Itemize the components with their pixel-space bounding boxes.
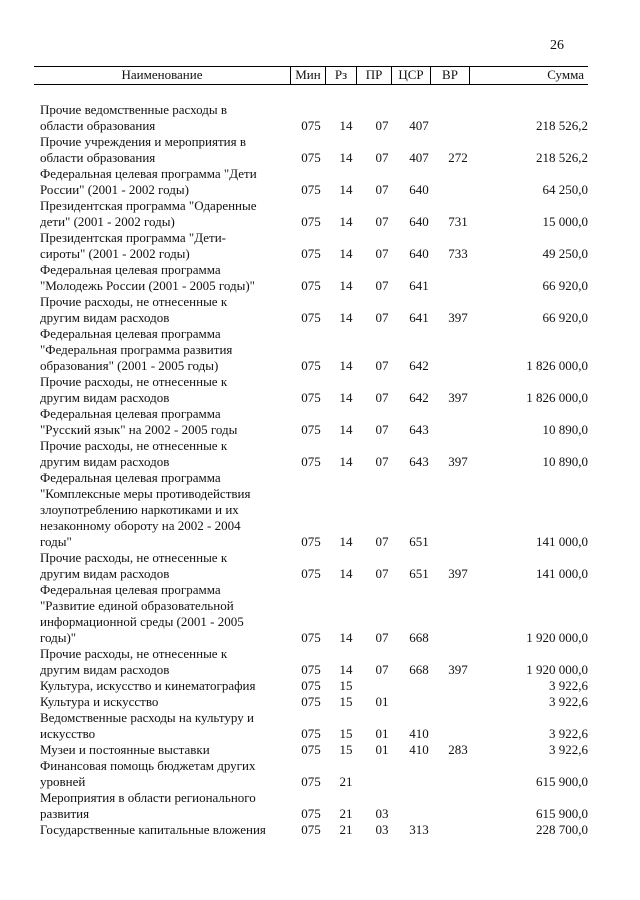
cell-rz: 14 bbox=[339, 662, 353, 677]
cell-pr: 07 bbox=[375, 310, 389, 325]
cell-csr: 668 bbox=[409, 662, 429, 677]
cell-csr: 641 bbox=[409, 310, 429, 325]
row-name-line: Прочие расходы, не отнесенные к bbox=[40, 550, 228, 565]
cell-rz: 14 bbox=[339, 454, 353, 469]
cell-pr: 07 bbox=[375, 662, 389, 677]
table-row bbox=[40, 582, 588, 646]
cell-sum: 3 922,6 bbox=[549, 742, 588, 757]
cell-sum: 15 000,0 bbox=[542, 214, 588, 229]
table-row bbox=[40, 374, 588, 406]
cell-pr: 07 bbox=[375, 566, 389, 581]
table-body bbox=[40, 102, 588, 838]
cell-csr: 651 bbox=[409, 566, 429, 581]
cell-csr: 668 bbox=[409, 630, 429, 645]
cell-pr: 07 bbox=[375, 390, 389, 405]
row-name bbox=[40, 710, 294, 742]
row-name-line: Ведомственные расходы на культуру и bbox=[40, 710, 254, 725]
row-name bbox=[40, 374, 294, 406]
row-name-line: информационной среды (2001 - 2005 bbox=[40, 614, 244, 629]
table-row bbox=[40, 710, 588, 742]
cell-pr: 07 bbox=[375, 246, 389, 261]
cell-sum: 615 900,0 bbox=[536, 806, 588, 821]
row-name-line: незаконному обороту на 2002 - 2004 bbox=[40, 518, 241, 533]
table-header bbox=[34, 66, 588, 85]
row-name bbox=[40, 262, 294, 294]
cell-rz: 14 bbox=[339, 310, 353, 325]
col-header-sum: Сумма bbox=[469, 67, 588, 84]
cell-sum: 3 922,6 bbox=[549, 694, 588, 709]
cell-vr: 733 bbox=[448, 246, 468, 261]
row-name-line: Прочие расходы, не отнесенные к bbox=[40, 438, 228, 453]
cell-min: 075 bbox=[301, 182, 321, 197]
row-name-line: Культура, искусство и кинематография bbox=[40, 678, 256, 693]
row-name-line: Федеральная целевая программа bbox=[40, 262, 221, 277]
row-name-line: Федеральная целевая программа bbox=[40, 406, 221, 421]
row-name-line: области образования bbox=[40, 118, 156, 133]
cell-min: 075 bbox=[301, 774, 321, 789]
cell-pr: 07 bbox=[375, 118, 389, 133]
cell-sum: 10 890,0 bbox=[542, 422, 588, 437]
cell-min: 075 bbox=[301, 534, 321, 549]
row-name-line: Прочие расходы, не отнесенные к bbox=[40, 646, 228, 661]
cell-sum: 1 920 000,0 bbox=[526, 662, 588, 677]
row-name-line: "Развитие единой образовательной bbox=[40, 598, 234, 613]
col-header-name: Наименование bbox=[121, 67, 203, 82]
col-header-rz: Рз bbox=[325, 67, 356, 84]
table-row bbox=[40, 166, 588, 198]
table-row bbox=[40, 646, 588, 678]
table-row bbox=[40, 822, 588, 838]
row-name bbox=[40, 758, 294, 790]
cell-rz: 14 bbox=[339, 182, 353, 197]
table-row bbox=[40, 198, 588, 230]
table-row bbox=[40, 134, 588, 166]
row-name bbox=[40, 134, 294, 166]
cell-csr: 640 bbox=[409, 214, 429, 229]
cell-csr: 407 bbox=[409, 150, 429, 165]
cell-rz: 14 bbox=[339, 150, 353, 165]
table-row bbox=[40, 742, 588, 758]
cell-min: 075 bbox=[301, 806, 321, 821]
row-name bbox=[40, 326, 294, 374]
row-name-line: области образования bbox=[40, 150, 156, 165]
row-name bbox=[40, 742, 294, 758]
row-name bbox=[40, 230, 294, 262]
table-row bbox=[40, 326, 588, 374]
row-name-line: Президентская программа "Одаренные bbox=[40, 198, 257, 213]
row-name-line: годы)" bbox=[40, 630, 77, 645]
row-name bbox=[40, 790, 294, 822]
cell-csr: 640 bbox=[409, 246, 429, 261]
cell-pr: 07 bbox=[375, 454, 389, 469]
table-row bbox=[40, 294, 588, 326]
table-row bbox=[40, 470, 588, 550]
table-row bbox=[40, 262, 588, 294]
cell-pr: 07 bbox=[375, 182, 389, 197]
row-name bbox=[40, 166, 294, 198]
cell-min: 075 bbox=[301, 454, 321, 469]
cell-pr: 01 bbox=[375, 742, 389, 757]
cell-csr: 651 bbox=[409, 534, 429, 549]
cell-sum: 141 000,0 bbox=[536, 566, 588, 581]
cell-rz: 15 bbox=[339, 726, 353, 741]
cell-min: 075 bbox=[301, 390, 321, 405]
cell-pr: 07 bbox=[375, 150, 389, 165]
cell-sum: 3 922,6 bbox=[549, 678, 588, 693]
cell-pr: 01 bbox=[375, 694, 389, 709]
cell-sum: 1 826 000,0 bbox=[526, 390, 588, 405]
cell-vr: 283 bbox=[448, 742, 468, 757]
table-row bbox=[40, 102, 588, 134]
row-name-line: Мероприятия в области регионального bbox=[40, 790, 256, 805]
row-name-line: Федеральная целевая программа bbox=[40, 326, 221, 341]
row-name-line: Федеральная целевая программа bbox=[40, 470, 221, 485]
cell-vr: 397 bbox=[448, 390, 468, 405]
page-number: 26 bbox=[550, 38, 564, 53]
table-row bbox=[40, 438, 588, 470]
cell-rz: 14 bbox=[339, 118, 353, 133]
cell-sum: 49 250,0 bbox=[542, 246, 588, 261]
cell-min: 075 bbox=[301, 726, 321, 741]
cell-pr: 07 bbox=[375, 358, 389, 373]
cell-sum: 228 700,0 bbox=[536, 822, 588, 837]
cell-sum: 218 526,2 bbox=[536, 118, 588, 133]
row-name-line: Культура и искусство bbox=[40, 694, 159, 709]
row-name bbox=[40, 646, 294, 678]
cell-rz: 14 bbox=[339, 214, 353, 229]
cell-pr: 07 bbox=[375, 214, 389, 229]
row-name bbox=[40, 198, 294, 230]
cell-rz: 14 bbox=[339, 246, 353, 261]
table-row bbox=[40, 694, 588, 710]
cell-min: 075 bbox=[301, 742, 321, 757]
cell-csr: 410 bbox=[409, 742, 429, 757]
row-name-line: Прочие учреждения и мероприятия в bbox=[40, 134, 246, 149]
cell-csr: 410 bbox=[409, 726, 429, 741]
table-row bbox=[40, 678, 588, 694]
cell-csr: 640 bbox=[409, 182, 429, 197]
row-name bbox=[40, 822, 294, 838]
cell-sum: 218 526,2 bbox=[536, 150, 588, 165]
cell-rz: 21 bbox=[339, 774, 353, 789]
cell-sum: 1 920 000,0 bbox=[526, 630, 588, 645]
cell-csr: 642 bbox=[409, 390, 429, 405]
row-name-line: годы" bbox=[40, 534, 72, 549]
row-name bbox=[40, 102, 294, 134]
row-name bbox=[40, 406, 294, 438]
table-row bbox=[40, 758, 588, 790]
cell-min: 075 bbox=[301, 118, 321, 133]
row-name-line: России" (2001 - 2002 годы) bbox=[40, 182, 189, 197]
cell-pr: 07 bbox=[375, 534, 389, 549]
row-name-line: другим видам расходов bbox=[40, 454, 170, 469]
cell-sum: 615 900,0 bbox=[536, 774, 588, 789]
cell-pr: 03 bbox=[375, 822, 389, 837]
row-name bbox=[40, 438, 294, 470]
cell-min: 075 bbox=[301, 422, 321, 437]
cell-sum: 141 000,0 bbox=[536, 534, 588, 549]
cell-min: 075 bbox=[301, 214, 321, 229]
cell-vr: 397 bbox=[448, 454, 468, 469]
cell-pr: 07 bbox=[375, 422, 389, 437]
row-name bbox=[40, 582, 294, 646]
cell-csr: 643 bbox=[409, 422, 429, 437]
cell-vr: 397 bbox=[448, 310, 468, 325]
cell-pr: 07 bbox=[375, 278, 389, 293]
cell-rz: 15 bbox=[339, 678, 353, 693]
row-name-line: Музеи и постоянные выставки bbox=[40, 742, 210, 757]
cell-pr: 01 bbox=[375, 726, 389, 741]
row-name bbox=[40, 550, 294, 582]
cell-min: 075 bbox=[301, 150, 321, 165]
cell-rz: 15 bbox=[339, 742, 353, 757]
cell-vr: 272 bbox=[448, 150, 468, 165]
col-header-csr: ЦСР bbox=[391, 67, 430, 84]
cell-pr: 03 bbox=[375, 806, 389, 821]
cell-rz: 14 bbox=[339, 422, 353, 437]
cell-rz: 14 bbox=[339, 358, 353, 373]
cell-min: 075 bbox=[301, 630, 321, 645]
row-name-line: Федеральная целевая программа "Дети bbox=[40, 166, 257, 181]
row-name-line: образования" (2001 - 2005 годы) bbox=[40, 358, 219, 373]
row-name bbox=[40, 678, 294, 694]
cell-csr: 313 bbox=[409, 822, 429, 837]
table-row bbox=[40, 406, 588, 438]
row-name-line: Прочие расходы, не отнесенные к bbox=[40, 374, 228, 389]
row-name-line: Прочие расходы, не отнесенные к bbox=[40, 294, 228, 309]
cell-rz: 15 bbox=[339, 694, 353, 709]
row-name-line: развития bbox=[40, 806, 90, 821]
row-name-line: "Комплексные меры противодействия bbox=[40, 486, 251, 501]
cell-min: 075 bbox=[301, 566, 321, 581]
cell-vr: 397 bbox=[448, 662, 468, 677]
cell-sum: 66 920,0 bbox=[542, 310, 588, 325]
cell-sum: 66 920,0 bbox=[542, 278, 588, 293]
cell-min: 075 bbox=[301, 310, 321, 325]
row-name-line: Государственные капитальные вложения bbox=[40, 822, 266, 837]
cell-csr: 642 bbox=[409, 358, 429, 373]
cell-min: 075 bbox=[301, 694, 321, 709]
row-name-line: дети" (2001 - 2002 годы) bbox=[40, 214, 175, 229]
cell-rz: 14 bbox=[339, 566, 353, 581]
table-row bbox=[40, 230, 588, 262]
cell-min: 075 bbox=[301, 662, 321, 677]
cell-min: 075 bbox=[301, 358, 321, 373]
row-name-line: искусство bbox=[40, 726, 96, 741]
row-name-line: злоупотреблению наркотиками и их bbox=[40, 502, 239, 517]
cell-csr: 407 bbox=[409, 118, 429, 133]
row-name bbox=[40, 294, 294, 326]
row-name-line: другим видам расходов bbox=[40, 662, 170, 677]
row-name-line: "Федеральная программа развития bbox=[40, 342, 233, 357]
cell-min: 075 bbox=[301, 822, 321, 837]
row-name-line: Финансовая помощь бюджетам других bbox=[40, 758, 256, 773]
row-name-line: уровней bbox=[40, 774, 86, 789]
cell-sum: 64 250,0 bbox=[542, 182, 588, 197]
cell-rz: 14 bbox=[339, 534, 353, 549]
col-header-min: Мин bbox=[290, 67, 325, 84]
row-name-line: "Молодежь России (2001 - 2005 годы)" bbox=[40, 278, 255, 293]
row-name-line: Федеральная целевая программа bbox=[40, 582, 221, 597]
row-name-line: сироты" (2001 - 2002 годы) bbox=[40, 246, 190, 261]
table-row bbox=[40, 550, 588, 582]
col-header-pr: ПР bbox=[356, 67, 391, 84]
col-header-vr: ВР bbox=[430, 67, 469, 84]
cell-pr: 07 bbox=[375, 630, 389, 645]
cell-rz: 14 bbox=[339, 390, 353, 405]
row-name-line: другим видам расходов bbox=[40, 566, 170, 581]
cell-min: 075 bbox=[301, 278, 321, 293]
cell-rz: 21 bbox=[339, 822, 353, 837]
cell-sum: 1 826 000,0 bbox=[526, 358, 588, 373]
row-name-line: другим видам расходов bbox=[40, 310, 170, 325]
cell-sum: 10 890,0 bbox=[542, 454, 588, 469]
cell-vr: 397 bbox=[448, 566, 468, 581]
row-name-line: "Русский язык" на 2002 - 2005 годы bbox=[40, 422, 238, 437]
table-row bbox=[40, 790, 588, 822]
cell-rz: 21 bbox=[339, 806, 353, 821]
cell-sum: 3 922,6 bbox=[549, 726, 588, 741]
cell-rz: 14 bbox=[339, 278, 353, 293]
row-name-line: другим видам расходов bbox=[40, 390, 170, 405]
row-name-line: Прочие ведомственные расходы в bbox=[40, 102, 228, 117]
cell-csr: 643 bbox=[409, 454, 429, 469]
row-name bbox=[40, 694, 294, 710]
cell-vr: 731 bbox=[448, 214, 468, 229]
cell-rz: 14 bbox=[339, 630, 353, 645]
row-name-line: Президентская программа "Дети- bbox=[40, 230, 226, 245]
cell-min: 075 bbox=[301, 678, 321, 693]
cell-csr: 641 bbox=[409, 278, 429, 293]
cell-min: 075 bbox=[301, 246, 321, 261]
row-name bbox=[40, 470, 294, 550]
